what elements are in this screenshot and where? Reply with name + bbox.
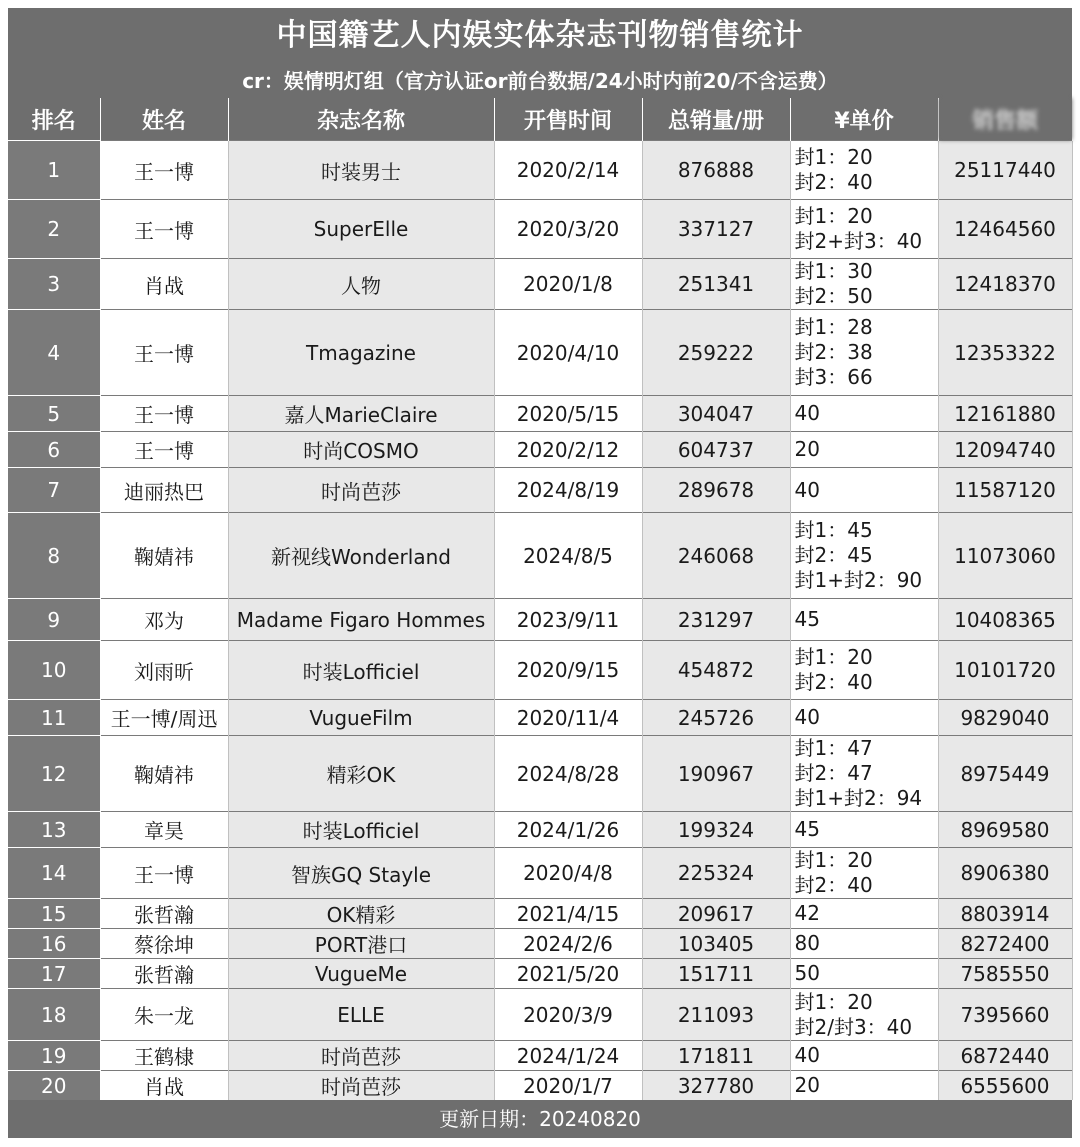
table-row: [8, 141, 1072, 200]
price-line: 封2：47: [794, 761, 873, 785]
sales-cell: 327780: [642, 1071, 790, 1101]
name-cell: 邓为: [100, 599, 228, 641]
magazine-cell: 智族GQ Stayle: [228, 848, 494, 899]
sales-statistics-sheet: [8, 8, 1072, 1138]
total-cell: 12353322: [938, 310, 1072, 396]
total-cell: 8969580: [938, 812, 1072, 848]
date-cell: 2024/8/5: [494, 513, 642, 599]
table-row: [8, 812, 1072, 848]
table-row: [8, 432, 1072, 468]
date-cell: 2024/8/19: [494, 468, 642, 513]
sales-cell: 245726: [642, 700, 790, 736]
table-row: [8, 513, 1072, 599]
price-line: 45: [794, 817, 820, 841]
price-cell: [790, 310, 938, 396]
rank-cell: 12: [8, 736, 100, 812]
rank-cell: 9: [8, 599, 100, 641]
header-magazine: 杂志名称: [228, 98, 494, 141]
date-cell: 2023/9/11: [494, 599, 642, 641]
rank-cell: 1: [8, 141, 100, 200]
magazine-cell: 嘉人MarieClaire: [228, 396, 494, 432]
total-cell: 8803914: [938, 899, 1072, 929]
total-cell: 11073060: [938, 513, 1072, 599]
sales-cell: 209617: [642, 899, 790, 929]
header-date: 开售时间: [494, 98, 642, 141]
date-cell: 2020/4/8: [494, 848, 642, 899]
magazine-cell: SuperElle: [228, 200, 494, 259]
name-cell: 王一博: [100, 200, 228, 259]
page-title: 中国籍艺人内娱实体杂志刊物销售统计: [276, 18, 804, 53]
price-cell: [790, 989, 938, 1041]
rank-cell: 8: [8, 513, 100, 599]
price-line: 封1：28: [794, 315, 873, 339]
table-row: [8, 1041, 1072, 1071]
name-cell: 朱一龙: [100, 989, 228, 1041]
magazine-cell: OK精彩: [228, 899, 494, 929]
price-cell: [790, 599, 938, 641]
price-line: 40: [794, 1043, 820, 1067]
total-cell: 12094740: [938, 432, 1072, 468]
rank-cell: 10: [8, 641, 100, 700]
sales-cell: 259222: [642, 310, 790, 396]
name-cell: 肖战: [100, 1071, 228, 1101]
table-row: [8, 599, 1072, 641]
table-body: [8, 141, 1072, 1101]
sales-table: [8, 98, 1073, 1100]
name-cell: 王一博: [100, 396, 228, 432]
price-line: 封1：20: [794, 204, 873, 228]
page-subtitle: cr：娱情明灯组（官方认证or前台数据/24小时内前20/不含运费）: [242, 69, 838, 93]
price-cell: [790, 513, 938, 599]
magazine-cell: 时尚COSMO: [228, 432, 494, 468]
table-header-row: [8, 98, 1072, 141]
price-line: 40: [794, 705, 820, 729]
price-line: 封1：20: [794, 848, 873, 872]
table-row: [8, 899, 1072, 929]
rank-cell: 5: [8, 396, 100, 432]
sales-cell: 231297: [642, 599, 790, 641]
magazine-cell: 时装男士: [228, 141, 494, 200]
price-line: 封2：40: [794, 670, 873, 694]
header-name: 姓名: [100, 98, 228, 141]
update-date-footer: 更新日期：20240820: [439, 1107, 641, 1131]
price-cell: [790, 259, 938, 310]
price-line: 20: [794, 437, 820, 461]
total-cell: 8906380: [938, 848, 1072, 899]
sales-cell: 225324: [642, 848, 790, 899]
price-line: 42: [794, 901, 820, 925]
rank-cell: 15: [8, 899, 100, 929]
total-cell: 6555600: [938, 1071, 1072, 1101]
price-cell: [790, 432, 938, 468]
magazine-cell: 时尚芭莎: [228, 468, 494, 513]
total-cell: 6872440: [938, 1041, 1072, 1071]
sales-cell: 246068: [642, 513, 790, 599]
date-cell: 2024/1/26: [494, 812, 642, 848]
magazine-cell: VugueFilm: [228, 700, 494, 736]
magazine-cell: 时装Lofficiel: [228, 641, 494, 700]
rank-cell: 6: [8, 432, 100, 468]
total-cell: 11587120: [938, 468, 1072, 513]
date-cell: 2020/3/9: [494, 989, 642, 1041]
name-cell: 肖战: [100, 259, 228, 310]
magazine-cell: 时尚芭莎: [228, 1071, 494, 1101]
rank-cell: 13: [8, 812, 100, 848]
price-cell: [790, 700, 938, 736]
header-sales: 总销量/册: [642, 98, 790, 141]
price-cell: [790, 812, 938, 848]
magazine-cell: ELLE: [228, 989, 494, 1041]
price-cell: [790, 468, 938, 513]
sales-cell: 604737: [642, 432, 790, 468]
date-cell: 2021/5/20: [494, 959, 642, 989]
date-cell: 2020/1/8: [494, 259, 642, 310]
price-cell: [790, 200, 938, 259]
rank-cell: 18: [8, 989, 100, 1041]
header-rank: 排名: [8, 98, 100, 141]
magazine-cell: 时尚芭莎: [228, 1041, 494, 1071]
rank-cell: 20: [8, 1071, 100, 1101]
name-cell: 王一博: [100, 141, 228, 200]
rank-cell: 19: [8, 1041, 100, 1071]
price-line: 封2：50: [794, 284, 873, 308]
total-cell: 7395660: [938, 989, 1072, 1041]
price-line: 封1：30: [794, 259, 873, 283]
rank-cell: 4: [8, 310, 100, 396]
magazine-cell: 时装Lofficiel: [228, 812, 494, 848]
total-cell: 10101720: [938, 641, 1072, 700]
price-line: 封1+封2：90: [794, 568, 923, 592]
total-cell: 7585550: [938, 959, 1072, 989]
date-cell: 2024/2/6: [494, 929, 642, 959]
rank-cell: 7: [8, 468, 100, 513]
sales-cell: 876888: [642, 141, 790, 200]
magazine-cell: PORT港口: [228, 929, 494, 959]
table-row: [8, 200, 1072, 259]
rank-cell: 2: [8, 200, 100, 259]
price-line: 封1：20: [794, 645, 873, 669]
price-line: 封1：45: [794, 518, 873, 542]
table-row: [8, 310, 1072, 396]
price-line: 40: [794, 401, 820, 425]
magazine-cell: 人物: [228, 259, 494, 310]
table-row: [8, 1071, 1072, 1101]
price-cell: [790, 641, 938, 700]
price-line: 封2：40: [794, 873, 873, 897]
rank-cell: 3: [8, 259, 100, 310]
total-cell: 12161880: [938, 396, 1072, 432]
price-line: 20: [794, 1073, 820, 1097]
date-cell: 2020/3/20: [494, 200, 642, 259]
sales-cell: 337127: [642, 200, 790, 259]
rank-cell: 16: [8, 929, 100, 959]
name-cell: 鞠婧祎: [100, 736, 228, 812]
price-line: 80: [794, 931, 820, 955]
date-cell: 2024/1/24: [494, 1041, 642, 1071]
table-row: [8, 989, 1072, 1041]
name-cell: 张哲瀚: [100, 959, 228, 989]
price-cell: [790, 959, 938, 989]
table-row: [8, 641, 1072, 700]
date-cell: 2024/8/28: [494, 736, 642, 812]
table-row: [8, 929, 1072, 959]
date-cell: 2020/5/15: [494, 396, 642, 432]
table-row: [8, 468, 1072, 513]
name-cell: 章昊: [100, 812, 228, 848]
price-line: 45: [794, 607, 820, 631]
price-cell: [790, 848, 938, 899]
sales-cell: 251341: [642, 259, 790, 310]
magazine-cell: 新视线Wonderland: [228, 513, 494, 599]
table-row: [8, 736, 1072, 812]
price-cell: [790, 141, 938, 200]
date-cell: 2021/4/15: [494, 899, 642, 929]
price-line: 40: [794, 477, 820, 502]
sales-cell: 211093: [642, 989, 790, 1041]
price-cell: [790, 396, 938, 432]
name-cell: 王一博: [100, 432, 228, 468]
rank-cell: 14: [8, 848, 100, 899]
date-cell: 2020/11/4: [494, 700, 642, 736]
price-line: 封1+封2：94: [794, 786, 923, 810]
name-cell: 王一博/周迅: [100, 700, 228, 736]
price-line: 封3：66: [794, 365, 873, 389]
sales-cell: 190967: [642, 736, 790, 812]
name-cell: 张哲瀚: [100, 899, 228, 929]
table-row: [8, 700, 1072, 736]
name-cell: 王鹤棣: [100, 1041, 228, 1071]
name-cell: 王一博: [100, 848, 228, 899]
price-cell: [790, 929, 938, 959]
total-cell: 12464560: [938, 200, 1072, 259]
price-cell: [790, 899, 938, 929]
sales-cell: 199324: [642, 812, 790, 848]
sales-cell: 289678: [642, 468, 790, 513]
date-cell: 2020/9/15: [494, 641, 642, 700]
sales-cell: 171811: [642, 1041, 790, 1071]
name-cell: 迪丽热巴: [100, 468, 228, 513]
total-cell: 9829040: [938, 700, 1072, 736]
magazine-cell: VugueMe: [228, 959, 494, 989]
name-cell: 蔡徐坤: [100, 929, 228, 959]
sales-cell: 103405: [642, 929, 790, 959]
name-cell: 刘雨昕: [100, 641, 228, 700]
price-line: 封1：47: [794, 736, 873, 760]
date-cell: 2020/2/12: [494, 432, 642, 468]
total-cell: 8975449: [938, 736, 1072, 812]
price-line: 50: [794, 961, 820, 985]
date-cell: 2020/2/14: [494, 141, 642, 200]
price-line: 封2：45: [794, 543, 873, 567]
price-line: 封1：20: [794, 145, 873, 169]
sales-cell: 304047: [642, 396, 790, 432]
total-cell: 10408365: [938, 599, 1072, 641]
magazine-cell: Tmagazine: [228, 310, 494, 396]
magazine-cell: 精彩OK: [228, 736, 494, 812]
sales-cell: 454872: [642, 641, 790, 700]
date-cell: 2020/4/10: [494, 310, 642, 396]
table-row: [8, 396, 1072, 432]
header-price: ¥单价: [790, 98, 938, 141]
name-cell: 鞠婧祎: [100, 513, 228, 599]
price-cell: [790, 736, 938, 812]
total-cell: 12418370: [938, 259, 1072, 310]
rank-cell: 17: [8, 959, 100, 989]
total-cell: 8272400: [938, 929, 1072, 959]
price-line: 封2：38: [794, 340, 873, 364]
price-line: 封2：40: [794, 170, 873, 194]
price-line: 封2/封3：40: [794, 1014, 913, 1039]
magazine-cell: Madame Figaro Hommes: [228, 599, 494, 641]
name-cell: 王一博: [100, 310, 228, 396]
header-total: 销售额: [938, 98, 1072, 141]
total-cell: 25117440: [938, 141, 1072, 200]
price-cell: [790, 1071, 938, 1101]
date-cell: 2020/1/7: [494, 1071, 642, 1101]
price-line: 封2+封3：40: [794, 229, 923, 253]
price-cell: [790, 1041, 938, 1071]
table-row: [8, 959, 1072, 989]
sales-cell: 151711: [642, 959, 790, 989]
table-row: [8, 259, 1072, 310]
table-row: [8, 848, 1072, 899]
price-line: 封1：20: [794, 989, 873, 1014]
rank-cell: 11: [8, 700, 100, 736]
